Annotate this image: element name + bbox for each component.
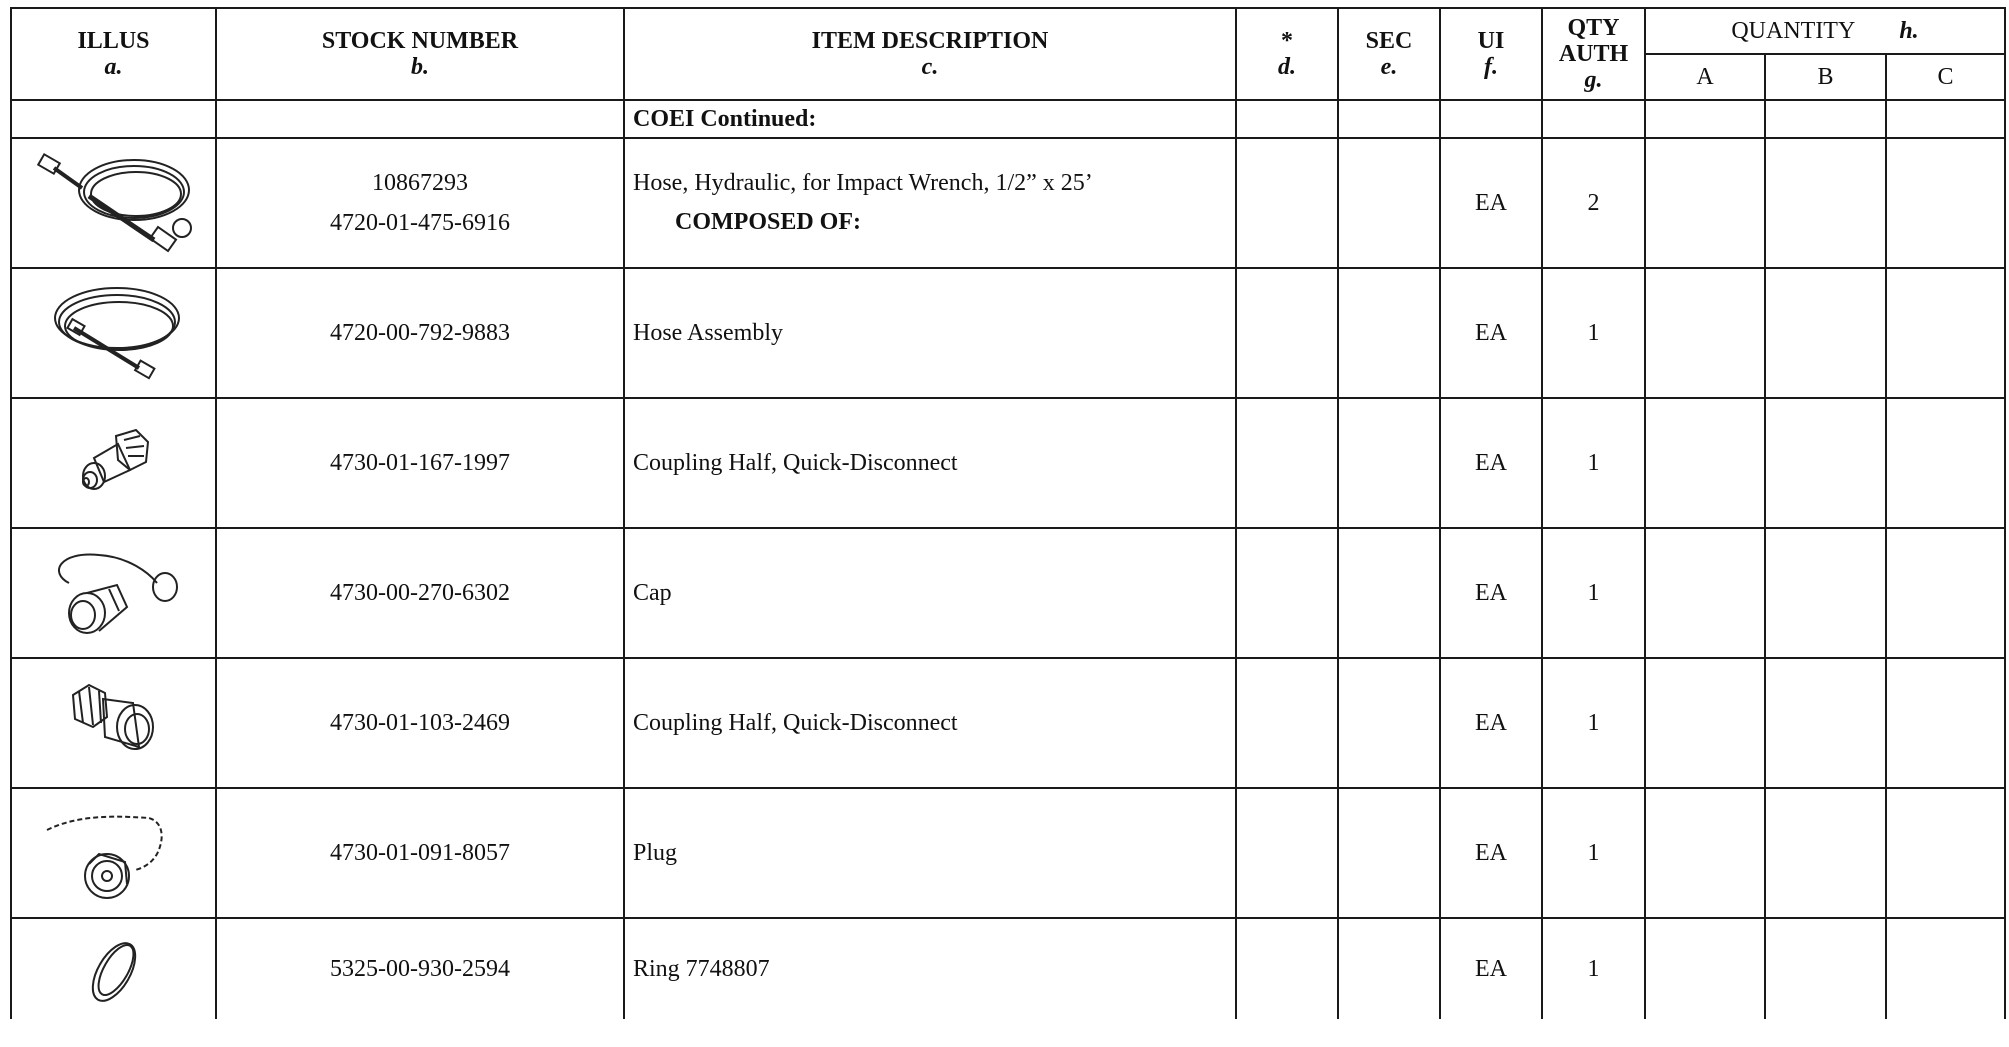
stock-cell [216,658,624,788]
illus-cell [11,268,216,398]
quantity-c-cell [1886,138,2005,268]
header-qty-label: QTY [1567,15,1620,41]
quantity-c-cell [1886,918,2005,1019]
stock-cell [216,268,624,398]
header-auth-label: AUTH [1558,41,1629,67]
header-ui-sub: f. [1484,54,1498,80]
qty-auth: 1 [1542,398,1645,528]
illus-cell [11,138,216,268]
desc-cell [624,528,1236,658]
quantity-a-cell [1645,658,1765,788]
table-row [11,138,2005,268]
desc-cell [624,138,1236,268]
stock-cell [216,138,624,268]
header-sec [1338,8,1440,100]
item-description: Cap [633,579,672,606]
quantity-a-cell [1645,918,1765,1019]
header-ui-label: UI [1477,28,1505,54]
header-quantity-label: QUANTITY [1731,18,1856,44]
qty-auth: 1 [1542,788,1645,918]
qty-auth: 1 [1542,658,1645,788]
qty-auth: 1 [1542,528,1645,658]
item-description: Plug [633,839,678,866]
header-quantity-c: C [1886,54,2005,100]
stock-number: 4730-01-091-8057 [330,840,510,866]
hydraulic-hose-icon [12,148,215,258]
stock-number: 4730-01-103-2469 [330,710,510,736]
table-row [11,268,2005,398]
header-ui [1440,8,1542,100]
quantity-c-cell [1886,268,2005,398]
stock-cell [216,398,624,528]
item-description: Coupling Half, Quick-Disconnect [633,709,958,736]
header-star [1236,8,1338,100]
coupling-half-icon [12,673,215,773]
quantity-b-cell [1765,268,1886,398]
header-quantity-a: A [1645,54,1765,100]
qty-auth: 1 [1542,918,1645,1019]
desc-cell [624,658,1236,788]
plug-icon [12,798,215,908]
item-description: Ring 7748807 [633,955,770,982]
header-qty-auth [1542,8,1645,100]
header-illus-sub: a. [104,54,123,80]
unit-of-issue: EA [1440,788,1542,918]
item-description: Coupling Half, Quick-Disconnect [633,449,958,476]
table-row [11,918,2005,1019]
stock-number: 5325-00-930-2594 [330,956,510,982]
illus-cell [11,398,216,528]
unit-of-issue: EA [1440,138,1542,268]
table-row [11,398,2005,528]
cap-icon [12,543,215,643]
header-quantity-sub: h. [1899,18,1919,44]
stock-cell [216,528,624,658]
composed-of-label: COMPOSED OF: [675,209,861,235]
stock-cell [216,918,624,1019]
quantity-c-cell [1886,658,2005,788]
unit-of-issue: EA [1440,398,1542,528]
illus-cell [11,528,216,658]
quantity-a-cell [1645,398,1765,528]
section-title: COEI Continued: [624,100,1236,138]
desc-cell [624,398,1236,528]
quantity-a-cell [1645,138,1765,268]
header-star-sub: d. [1278,54,1296,80]
desc-cell [624,788,1236,918]
quantity-c-cell [1886,788,2005,918]
stock-number: 4720-00-792-9883 [330,320,510,346]
stock-cell [216,788,624,918]
header-qty-auth-sub: g. [1584,67,1603,93]
coupling-half-icon [12,418,215,508]
quantity-b-cell [1765,138,1886,268]
header-illus [11,8,216,100]
header-sec-sub: e. [1380,54,1398,80]
unit-of-issue: EA [1440,528,1542,658]
section-row [11,100,2005,138]
hose-assembly-icon [12,278,215,388]
section-stock-cell [216,100,624,138]
quantity-b-cell [1765,658,1886,788]
table-row [11,788,2005,918]
unit-of-issue: EA [1440,918,1542,1019]
quantity-b-cell [1765,528,1886,658]
header-quantity-b: B [1765,54,1886,100]
desc-cell [624,268,1236,398]
quantity-a-cell [1645,528,1765,658]
header-item-description [624,8,1236,100]
item-description: Hose Assembly [633,319,783,346]
quantity-a-cell [1645,788,1765,918]
quantity-c-cell [1886,528,2005,658]
unit-of-issue: EA [1440,268,1542,398]
quantity-a-cell [1645,268,1765,398]
table-row [11,528,2005,658]
header-stock-label: STOCK NUMBER [321,28,519,54]
components-table [10,7,2006,1019]
quantity-b-cell [1765,918,1886,1019]
header-desc-label: ITEM DESCRIPTION [811,28,1049,54]
ring-icon [12,924,215,1014]
header-desc-sub: c. [921,54,939,80]
header-star-label: * [1281,28,1293,54]
desc-cell [624,918,1236,1019]
quantity-b-cell [1765,788,1886,918]
quantity-c-cell [1886,398,2005,528]
header-quantity [1645,8,2005,54]
header-stock-number [216,8,624,100]
illus-cell [11,658,216,788]
header-stock-sub: b. [411,54,429,80]
header-illus-label: ILLUS [77,28,150,54]
table-row [11,658,2005,788]
illus-cell [11,918,216,1019]
stock-number: 4730-01-167-1997 [330,450,510,476]
stock-number-nsn: 4720-01-475-6916 [330,210,510,236]
qty-auth: 2 [1542,138,1645,268]
qty-auth: 1 [1542,268,1645,398]
item-description: Hose, Hydraulic, for Impact Wrench, 1/2” x 25’ [633,170,1093,196]
quantity-b-cell [1765,398,1886,528]
illus-cell [11,788,216,918]
section-illus-cell [11,100,216,138]
unit-of-issue: EA [1440,658,1542,788]
stock-number: 4730-00-270-6302 [330,580,510,606]
stock-number: 10867293 [372,170,468,196]
header-sec-label: SEC [1365,28,1413,54]
